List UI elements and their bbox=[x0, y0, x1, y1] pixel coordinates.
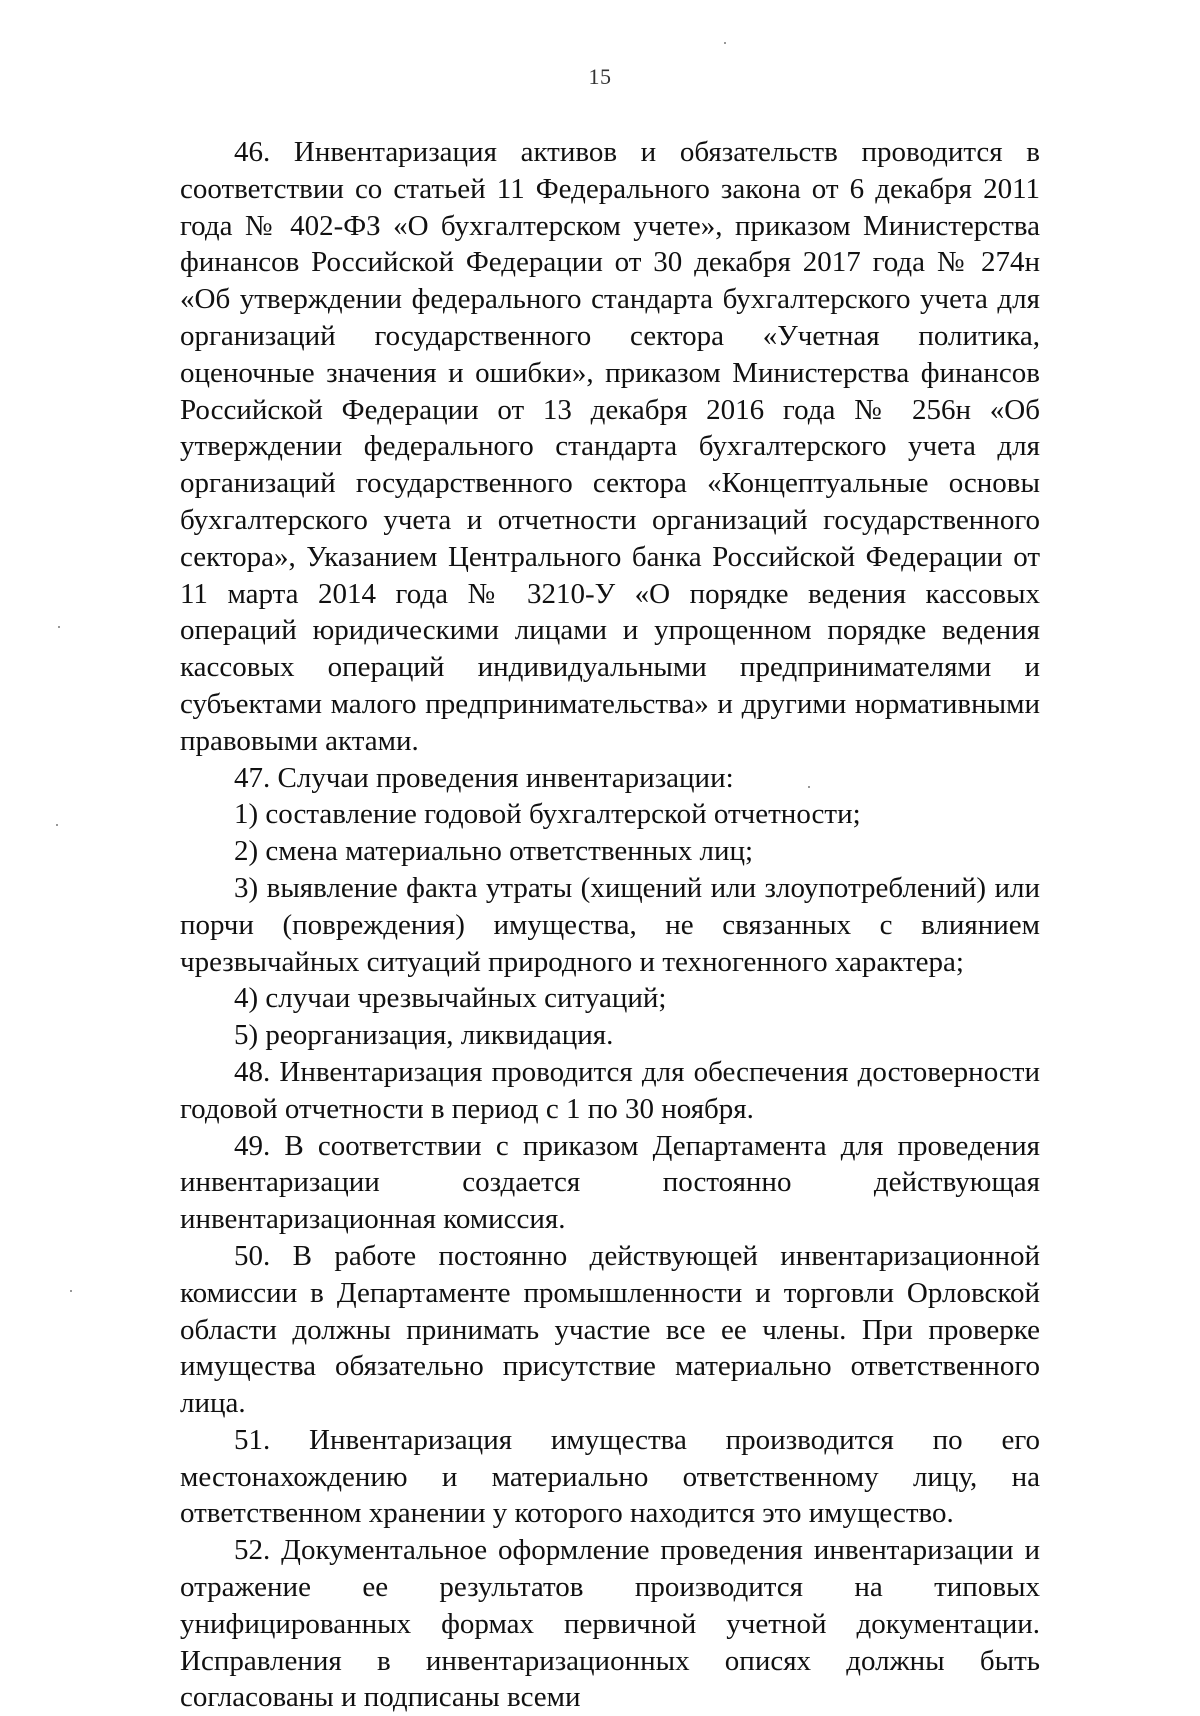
list-item-5: 5) реорганизация, ликвидация. bbox=[234, 1019, 614, 1052]
page-number: 15 bbox=[588, 64, 612, 89]
paragraph-48: 48. Инвентаризация проводится для обеспечения достоверности годовой отчетности в период с 1 по 30 ноября. bbox=[180, 1055, 1040, 1125]
scan-speck bbox=[808, 786, 810, 788]
list-item-3: 3) выявление факта утраты (хищений или злоупотреблений) или порчи (повреждения) имущества, не связанных с влиянием чрезвычайных ситуаций природного и техногенного характера; bbox=[180, 871, 1040, 978]
list-item-4: 4) случаи чрезвычайных ситуаций; bbox=[234, 982, 667, 1015]
paragraph-49: 49. В соответствии с приказом Департамента для проведения инвентаризации создается постоянно действующая инвентаризационная комиссия. bbox=[180, 1129, 1040, 1236]
paragraph-50: 50. В работе постоянно действующей инвентаризационной комиссии в Департаменте промышленности и торговли Орловской области должны принимать участие все ее члены. При проверке имущества обязательно присутствие материально ответственного лица. bbox=[180, 1239, 1040, 1420]
list-item-2: 2) смена материально ответственных лиц; bbox=[234, 835, 754, 868]
paragraph-46: 46. Инвентаризация активов и обязательств проводится в соответствии со статьей 11 Федерального закона от 6 декабря 2011 года № 402-ФЗ «О бухгалтерском учете», приказом Министерства финансов Российской Федерации от 30 декабря 2017 года № 274н «Об утверждении федерального стандарта бухгалтерского учета для организаций государственного сектора «Учетная политика, оценочные значения и ошибки», приказом Министерства финансов Российской Федерации от 13 декабря 2016 года № 256н «Об утверждении федерального стандарта бухгалтерского учета для организаций государственного сектора «Концептуальные основы бухгалтерского учета и отчетности организаций государственного сектора», Указанием Центрального банка Российской Федерации от 11 марта 2014 года № 3210-У «О порядке ведения кассовых операций юридическими лицами и упрощенном порядке ведения кассовых операций индивидуальными предпринимателями и субъектами малого предпринимательства» и другими нормативными правовыми актами. bbox=[180, 136, 1040, 757]
list-item-1: 1) составление годовой бухгалтерской отчетности; bbox=[234, 798, 861, 831]
scan-speck bbox=[70, 1290, 72, 1292]
paragraph-47: 47. Случаи проведения инвентаризации: bbox=[234, 761, 734, 794]
scan-speck bbox=[58, 626, 60, 628]
scan-speck bbox=[724, 42, 726, 44]
document-body bbox=[180, 134, 1040, 1716]
scan-speck bbox=[56, 824, 58, 826]
paragraph-52: 52. Документальное оформление проведения инвентаризации и отражение ее результатов производится на типовых унифицированных формах первичной учетной документации. Исправления в инвентаризационных описях должны быть согласованы и подписаны всеми bbox=[180, 1534, 1040, 1714]
paragraph-51: 51. Инвентаризация имущества производится по его местонахождению и материально ответственному лицу, на ответственном хранении у которого находится это имущество. bbox=[180, 1423, 1040, 1530]
